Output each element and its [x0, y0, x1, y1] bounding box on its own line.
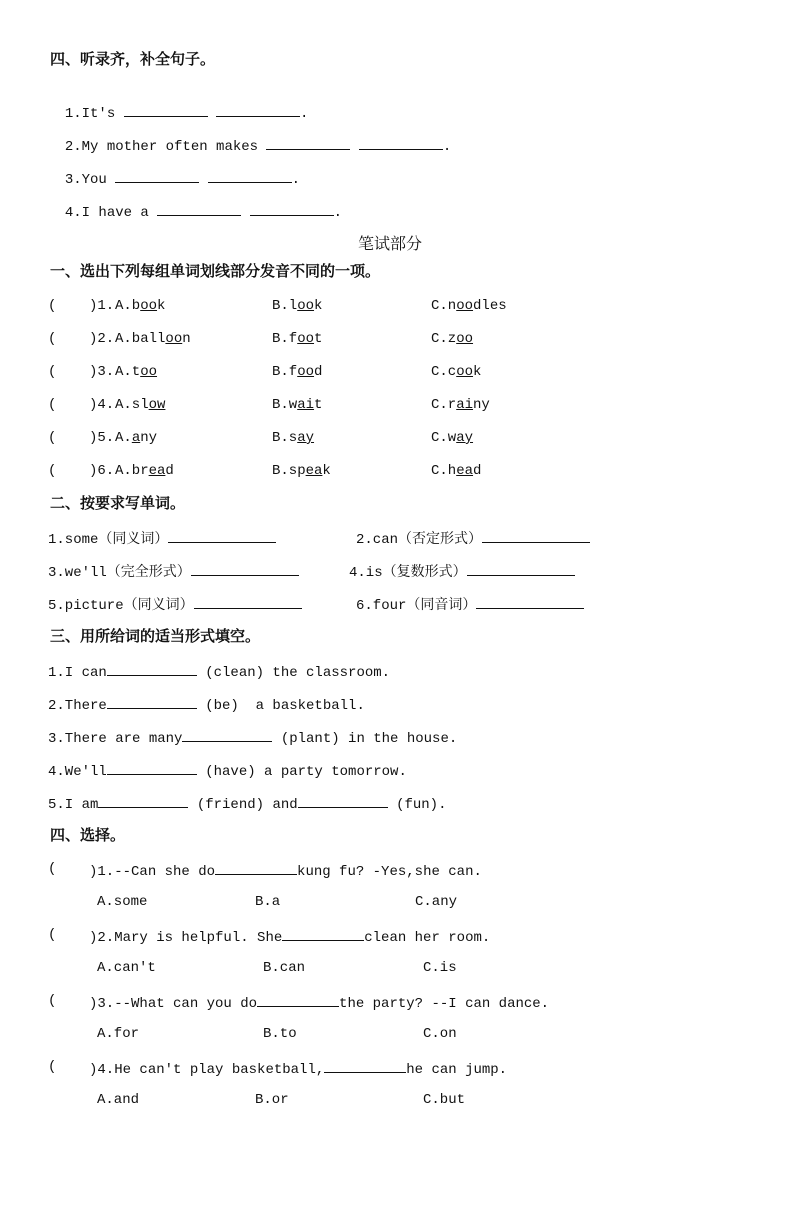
option-b[interactable] [272, 297, 322, 315]
underlined-letters: oo [456, 331, 474, 347]
option-b[interactable] [272, 396, 322, 414]
fill-item-1: 1.I can (clean) the classroom. [48, 661, 390, 682]
underlined-letters: ea [148, 463, 166, 479]
answer-blank[interactable] [168, 528, 276, 543]
answer-blank[interactable] [208, 168, 292, 183]
option-b[interactable]: B.can [263, 960, 306, 976]
option-c[interactable] [431, 429, 473, 447]
question-number: )1. [89, 864, 115, 880]
option-a[interactable] [115, 363, 157, 381]
question-number: )4. [89, 397, 115, 413]
answer-bracket[interactable]: ( [48, 397, 57, 413]
question-text: Mary is helpful. She [114, 930, 283, 946]
answer-blank[interactable] [298, 793, 388, 808]
fill-item-5: 5.I am (friend) and (fun). [48, 793, 446, 814]
option-c[interactable]: C.any [415, 894, 458, 910]
question-text: he can jump. [406, 1062, 508, 1078]
word-part: B.l [272, 298, 298, 314]
answer-blank[interactable] [359, 135, 443, 150]
word-part: n [182, 331, 191, 347]
answer-blank[interactable] [107, 694, 197, 709]
answer-bracket[interactable]: ( [48, 463, 57, 479]
question-2 [89, 926, 490, 947]
question-number: )2. [89, 331, 115, 347]
answer-blank[interactable] [324, 1058, 406, 1073]
option-a[interactable]: A.for [97, 1026, 140, 1042]
word-part: C.w [431, 430, 457, 446]
word-part: C.c [431, 364, 457, 380]
answer-blank[interactable] [98, 793, 188, 808]
word-part: C.n [431, 298, 457, 314]
answer-bracket[interactable]: ( [48, 331, 57, 347]
question-3 [89, 992, 549, 1013]
option-c[interactable]: C.is [423, 960, 457, 976]
answer-blank[interactable] [215, 860, 297, 875]
option-b[interactable] [272, 429, 314, 447]
option-b[interactable] [272, 363, 322, 381]
question-number: )5. [89, 430, 115, 446]
answer-blank[interactable] [107, 661, 197, 676]
underlined-letters: oo [456, 298, 474, 314]
word-form-item-2: 2.can（否定形式） [356, 528, 590, 549]
answer-bracket[interactable]: ( [48, 298, 57, 314]
answer-blank[interactable] [182, 727, 272, 742]
word-form-item-6: 6.four（同音词） [356, 594, 584, 615]
question-text: --What can you do [114, 996, 258, 1012]
question-1 [89, 860, 482, 881]
answer-blank[interactable] [191, 561, 299, 576]
word-part: B.sp [272, 463, 306, 479]
word-form-item-4: 4.is（复数形式） [349, 561, 575, 582]
word-part: ny [473, 397, 490, 413]
question-text: clean her room. [364, 930, 491, 946]
option-a[interactable] [115, 429, 157, 447]
question-number: )1. [89, 298, 115, 314]
underlined-letters: ai [297, 397, 315, 413]
answer-bracket[interactable]: ( [48, 430, 57, 446]
option-c[interactable] [431, 297, 507, 315]
listening-item-3: 3.You . [48, 150, 300, 189]
underlined-letters: a [131, 430, 141, 446]
answer-bracket[interactable]: ( [48, 861, 57, 877]
underlined-letters: ea [456, 463, 474, 479]
option-c[interactable] [431, 396, 490, 414]
underlined-letters: oo [297, 298, 315, 314]
option-a[interactable] [115, 330, 191, 348]
fill-item-2: 2.There (be) a basketball. [48, 694, 365, 715]
listening-item-1: 1.It's . [48, 84, 308, 123]
word-form-item-5: 5.picture（同义词） [48, 594, 302, 615]
question-number: )6. [89, 463, 115, 479]
written-part-title: 笔试部分 [358, 234, 423, 253]
question-text: kung fu? -Yes,she can. [297, 864, 482, 880]
underlined-letters: ay [297, 430, 315, 446]
option-c[interactable] [431, 363, 481, 381]
choice-heading: 四、选择。 [50, 826, 126, 844]
question-text: He can't play basketball, [114, 1062, 325, 1078]
answer-blank[interactable] [115, 168, 199, 183]
word-part: A. [115, 430, 132, 446]
question-text: --Can she do [114, 864, 216, 880]
option-c[interactable] [431, 330, 473, 348]
answer-blank[interactable] [216, 102, 300, 117]
listening-item-4: 4.I have a . [48, 183, 342, 222]
word-part: d [165, 463, 174, 479]
option-a[interactable] [115, 462, 174, 480]
word-part: A.sl [115, 397, 149, 413]
answer-blank[interactable] [482, 528, 590, 543]
word-part: A.br [115, 463, 149, 479]
underlined-letters: ea [305, 463, 323, 479]
answer-blank[interactable] [282, 926, 364, 941]
underlined-letters: ay [456, 430, 474, 446]
option-a[interactable]: A.can't [97, 960, 156, 976]
option-b[interactable] [272, 330, 322, 348]
word-forms-heading: 二、按要求写单词。 [50, 494, 186, 512]
answer-blank[interactable] [250, 201, 334, 216]
option-c[interactable]: C.but [423, 1092, 466, 1108]
option-c[interactable]: C.on [423, 1026, 457, 1042]
underlined-letters: oo [140, 298, 158, 314]
answer-blank[interactable] [194, 594, 302, 609]
question-4 [89, 1058, 507, 1079]
answer-blank[interactable] [107, 760, 197, 775]
answer-blank[interactable] [157, 201, 241, 216]
question-text: the party? --I can dance. [339, 996, 550, 1012]
underlined-letters: oo [297, 331, 315, 347]
word-part: B.w [272, 397, 298, 413]
word-part: k [157, 298, 166, 314]
option-a[interactable] [115, 396, 165, 414]
word-part: A.ball [115, 331, 166, 347]
question-number: )4. [89, 1062, 115, 1078]
word-part: B.f [272, 331, 298, 347]
option-c[interactable] [431, 462, 481, 480]
listening-item-2: 2.My mother often makes . [48, 117, 451, 156]
word-part: dles [473, 298, 507, 314]
fill-forms-heading: 三、用所给词的适当形式填空。 [50, 627, 261, 645]
word-form-item-3: 3.we'll（完全形式） [48, 561, 299, 582]
word-part: B.f [272, 364, 298, 380]
underlined-letters: oo [456, 364, 474, 380]
phonics-heading: 一、选出下列每组单词划线部分发音不同的一项。 [50, 262, 381, 280]
question-number: )2. [89, 930, 115, 946]
word-part: C.z [431, 331, 457, 347]
word-part: d [314, 364, 323, 380]
word-part: t [314, 397, 323, 413]
fill-item-4: 4.We'll (have) a party tomorrow. [48, 760, 407, 781]
option-b[interactable]: B.a [255, 894, 281, 910]
word-part: k [322, 463, 331, 479]
word-part: C.r [431, 397, 457, 413]
answer-blank[interactable] [257, 992, 339, 1007]
word-part: k [314, 298, 323, 314]
answer-bracket[interactable]: ( [48, 364, 57, 380]
underlined-letters: oo [140, 364, 158, 380]
answer-blank[interactable] [266, 135, 350, 150]
word-part: A.b [115, 298, 141, 314]
option-b[interactable] [272, 462, 331, 480]
question-number: )3. [89, 364, 115, 380]
word-part: B.s [272, 430, 298, 446]
listening-heading: 四、听录齐，补全句子。 [50, 50, 216, 68]
word-part: A.t [115, 364, 141, 380]
answer-blank[interactable] [467, 561, 575, 576]
word-form-item-1: 1.some（同义词） [48, 528, 276, 549]
answer-bracket[interactable]: ( [48, 1059, 57, 1075]
option-a[interactable] [115, 297, 165, 315]
word-part: C.h [431, 463, 457, 479]
word-part: d [473, 463, 482, 479]
underlined-letters: oo [297, 364, 315, 380]
word-part: k [473, 364, 482, 380]
answer-blank[interactable] [476, 594, 584, 609]
answer-bracket[interactable]: ( [48, 993, 57, 1009]
option-a[interactable]: A.and [97, 1092, 140, 1108]
option-b[interactable]: B.to [263, 1026, 297, 1042]
fill-item-3: 3.There are many (plant) in the house. [48, 727, 457, 748]
underlined-letters: ow [148, 397, 166, 413]
underlined-letters: oo [165, 331, 183, 347]
option-b[interactable]: B.or [255, 1092, 289, 1108]
answer-blank[interactable] [124, 102, 208, 117]
answer-bracket[interactable]: ( [48, 927, 57, 943]
question-number: )3. [89, 996, 115, 1012]
word-part: ny [140, 430, 158, 446]
word-part: t [314, 331, 323, 347]
option-a[interactable]: A.some [97, 894, 148, 910]
underlined-letters: ai [456, 397, 474, 413]
